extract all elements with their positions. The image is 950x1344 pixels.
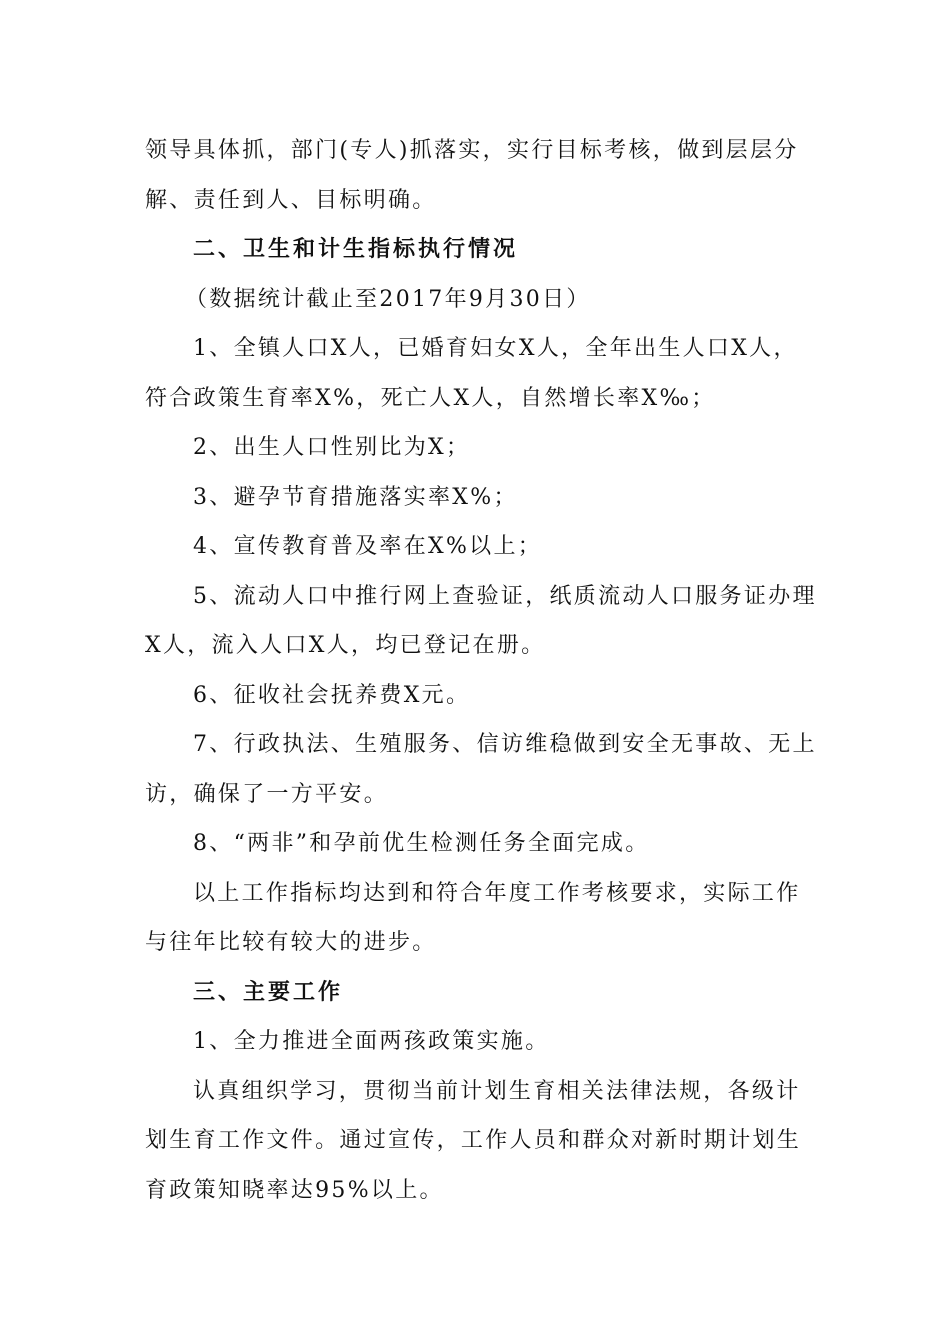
list-item-line: 8、“两非”和孕前优生检测任务全面完成。 bbox=[193, 831, 650, 856]
list-item-line: 访，确保了一方平安。 bbox=[145, 781, 389, 807]
date-note: （数据统计截止至2017年9月30日） bbox=[185, 286, 591, 312]
list-item-line: X人，流入人口X人，均已登记在册。 bbox=[145, 633, 546, 658]
section-heading: 二、卫生和计生指标执行情况 bbox=[193, 236, 519, 262]
list-item-line: 4、宣传教育普及率在X%以上； bbox=[193, 534, 543, 559]
list-item-line: 3、避孕节育措施落实率X%； bbox=[193, 484, 518, 510]
paragraph-line: 育政策知晓率达95%以上。 bbox=[145, 1177, 444, 1203]
paragraph-line: 划生育工作文件。通过宣传，工作人员和群众对新时期计划生 bbox=[145, 1128, 802, 1153]
list-item-line: 1、全镇人口X人，已婚育妇女X人，全年出生人口X人， bbox=[193, 336, 798, 361]
list-item-line: 符合政策生育率X%，死亡人X人，自然增长率X‰； bbox=[145, 385, 716, 411]
list-item-line: 5、流动人口中推行网上查验证，纸质流动人口服务证办理 bbox=[193, 583, 817, 609]
paragraph-line: 认真组织学习，贯彻当前计划生育相关法律法规，各级计 bbox=[193, 1078, 801, 1104]
document-page bbox=[145, 126, 817, 1215]
paragraph-line: 与往年比较有较大的进步。 bbox=[145, 930, 437, 955]
paragraph-line: 解、责任到人、目标明确。 bbox=[145, 187, 437, 213]
paragraph-line: 以上工作指标均达到和符合年度工作考核要求，实际工作 bbox=[193, 880, 801, 906]
section-heading: 三、主要工作 bbox=[193, 978, 344, 1005]
list-item-line: 6、征收社会抚养费X元。 bbox=[193, 682, 471, 708]
subsection-title: 1、全力推进全面两孩政策实施。 bbox=[193, 1029, 550, 1054]
list-item-line: 7、行政执法、生殖服务、信访维稳做到安全无事故、无上 bbox=[193, 732, 817, 757]
list-item-line: 2、出生人口性别比为X； bbox=[193, 435, 471, 460]
paragraph-line: 领导具体抓，部门(专人)抓落实，实行目标考核，做到层层分 bbox=[145, 138, 799, 163]
